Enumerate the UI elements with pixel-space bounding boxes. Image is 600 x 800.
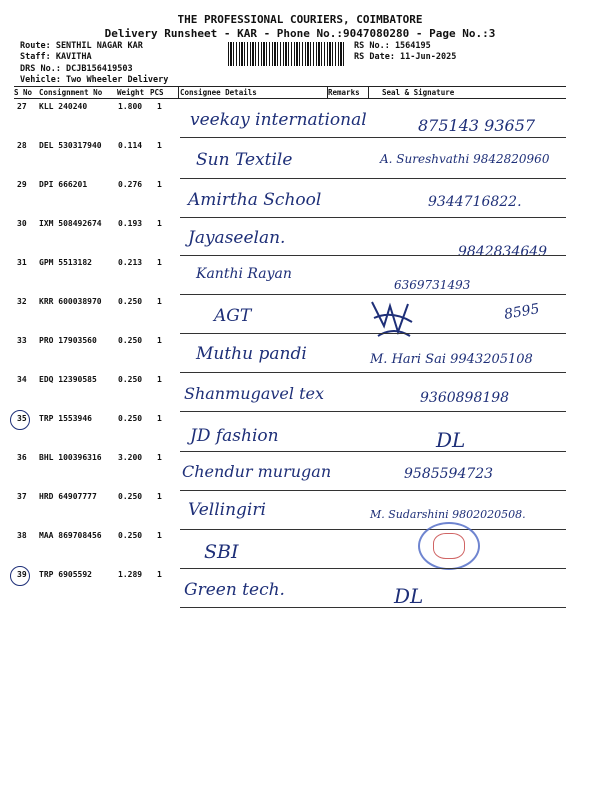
row-pcs: 1: [157, 102, 162, 111]
row-rule: [180, 490, 566, 491]
row-weight: 0.114: [118, 141, 143, 150]
row-pcs: 1: [157, 414, 162, 423]
row-consignee: JD fashion: [190, 426, 279, 446]
col-header-remarks: Remarks: [328, 88, 360, 97]
row-rule: [180, 333, 566, 334]
row-rule: [180, 607, 566, 608]
row-consignee: Vellingiri: [188, 500, 266, 520]
row-consignment-no: GPM 5513182: [39, 258, 92, 267]
row-pcs: 1: [157, 219, 162, 228]
row-rule: [180, 568, 566, 569]
col-header-seal: Seal & Signature: [382, 88, 455, 97]
row-sno: 38: [17, 531, 27, 540]
row-signature: 9360898198: [420, 390, 510, 406]
vehicle-label: Vehicle: Two Wheeler Delivery: [20, 75, 169, 85]
row-signature: 9842834649: [458, 244, 548, 260]
rs-number: RS No.: 1564195: [354, 41, 431, 51]
row-consignment-no: KLL 240240: [39, 102, 88, 111]
row-weight: 0.250: [118, 297, 143, 306]
drs-label: DRS No.: DCJB156419503: [20, 64, 133, 74]
row-rule: [180, 411, 566, 412]
col-header-weight: Weight: [117, 88, 145, 97]
row-signature: 6369731493: [394, 278, 471, 292]
row-consignee: Jayaseelan.: [188, 228, 286, 248]
row-weight: 0.276: [118, 180, 143, 189]
row-sno: 35: [17, 414, 27, 423]
col-header-sno: S No: [14, 88, 33, 97]
row-weight: 1.289: [118, 570, 143, 579]
row-weight: 0.250: [118, 336, 143, 345]
row-sno: 29: [17, 180, 27, 189]
row-consignment-no: TRP 6905592: [39, 570, 92, 579]
row-sno: 32: [17, 297, 27, 306]
row-consignee: Muthu pandi: [196, 344, 307, 364]
row-consignment-no: DPI 666201: [39, 180, 88, 189]
row-rule: [180, 178, 566, 179]
row-pcs: 1: [157, 453, 162, 462]
row-consignment-no: MAA 869708456: [39, 531, 102, 540]
row-consignee: Shanmugavel tex: [184, 384, 324, 403]
row-consignment-no: PRO 17903560: [39, 336, 97, 345]
row-weight: 0.250: [118, 492, 143, 501]
row-sno: 30: [17, 219, 27, 228]
row-signature: 8595: [502, 301, 541, 323]
row-sno: 33: [17, 336, 27, 345]
row-rule: [180, 217, 566, 218]
signature-scribble-icon: [368, 296, 416, 342]
row-weight: 0.250: [118, 414, 143, 423]
row-pcs: 1: [157, 180, 162, 189]
row-signature: DL: [436, 428, 466, 452]
header-bottom-rule: [14, 98, 566, 99]
row-weight: 0.213: [118, 258, 143, 267]
row-consignee: Green tech.: [184, 580, 285, 600]
row-consignment-no: EDQ 12390585: [39, 375, 97, 384]
row-pcs: 1: [157, 336, 162, 345]
row-weight: 0.193: [118, 219, 143, 228]
row-consignee: Chendur murugan: [182, 462, 332, 481]
col-header-consignee: Consignee Details: [180, 88, 257, 97]
row-signature: 9344716822.: [428, 194, 522, 210]
row-weight: 0.250: [118, 531, 143, 540]
row-consignee: SBI: [204, 541, 239, 563]
column-divider: [368, 86, 369, 98]
barcode-icon: [228, 42, 346, 66]
row-pcs: 1: [157, 375, 162, 384]
row-rule: [180, 529, 566, 530]
row-consignee: Sun Textile: [196, 150, 293, 170]
row-sno: 39: [17, 570, 27, 579]
row-weight: 1.800: [118, 102, 143, 111]
row-signature: 9585594723: [404, 466, 494, 482]
office-stamp-icon: [418, 522, 480, 570]
row-pcs: 1: [157, 297, 162, 306]
row-rule: [180, 451, 566, 452]
col-header-pcs: PCS: [150, 88, 164, 97]
row-signature: DL: [394, 584, 424, 608]
row-sno: 34: [17, 375, 27, 384]
column-divider: [178, 86, 179, 98]
route-label: Route: SENTHIL NAGAR KAR: [20, 41, 143, 51]
row-signature: 875143 93657: [418, 116, 536, 135]
row-weight: 0.250: [118, 375, 143, 384]
row-rule: [180, 255, 566, 256]
row-pcs: 1: [157, 531, 162, 540]
row-sno: 37: [17, 492, 27, 501]
row-consignment-no: HRD 64907777: [39, 492, 97, 501]
row-rule: [180, 372, 566, 373]
row-consignment-no: DEL 530317940: [39, 141, 102, 150]
row-consignee: AGT: [214, 306, 252, 326]
row-rule: [180, 137, 566, 138]
row-consignment-no: IXM 508492674: [39, 219, 102, 228]
row-pcs: 1: [157, 141, 162, 150]
row-consignee: Kanthi Rayan: [196, 266, 292, 282]
row-consignee: veekay international: [190, 110, 367, 130]
company-title: THE PROFESSIONAL COURIERS, COIMBATORE: [177, 13, 423, 26]
row-consignee: Amirtha School: [188, 190, 322, 210]
row-sno: 36: [17, 453, 27, 462]
row-sno: 31: [17, 258, 27, 267]
col-header-consignment: Consignment No: [39, 88, 103, 97]
row-pcs: 1: [157, 492, 162, 501]
runsheet-subtitle: Delivery Runsheet - KAR - Phone No.:9047080280 - Page No.:3: [104, 27, 496, 40]
row-signature: M. Hari Sai 9943205108: [370, 352, 533, 367]
row-consignment-no: KRR 600038970: [39, 297, 102, 306]
row-pcs: 1: [157, 570, 162, 579]
row-consignment-no: TRP 1553946: [39, 414, 92, 423]
row-pcs: 1: [157, 258, 162, 267]
rs-date: RS Date: 11-Jun-2025: [354, 52, 457, 62]
row-signature: M. Sudarshini 9802020508.: [370, 508, 526, 521]
row-rule: [180, 294, 566, 295]
row-signature: A. Sureshvathi 9842820960: [380, 152, 550, 166]
header-top-rule: [14, 86, 566, 87]
row-sno: 27: [17, 102, 27, 111]
row-consignment-no: BHL 100396316: [39, 453, 102, 462]
row-sno: 28: [17, 141, 27, 150]
row-weight: 3.200: [118, 453, 143, 462]
staff-label: Staff: KAVITHA: [20, 52, 92, 62]
